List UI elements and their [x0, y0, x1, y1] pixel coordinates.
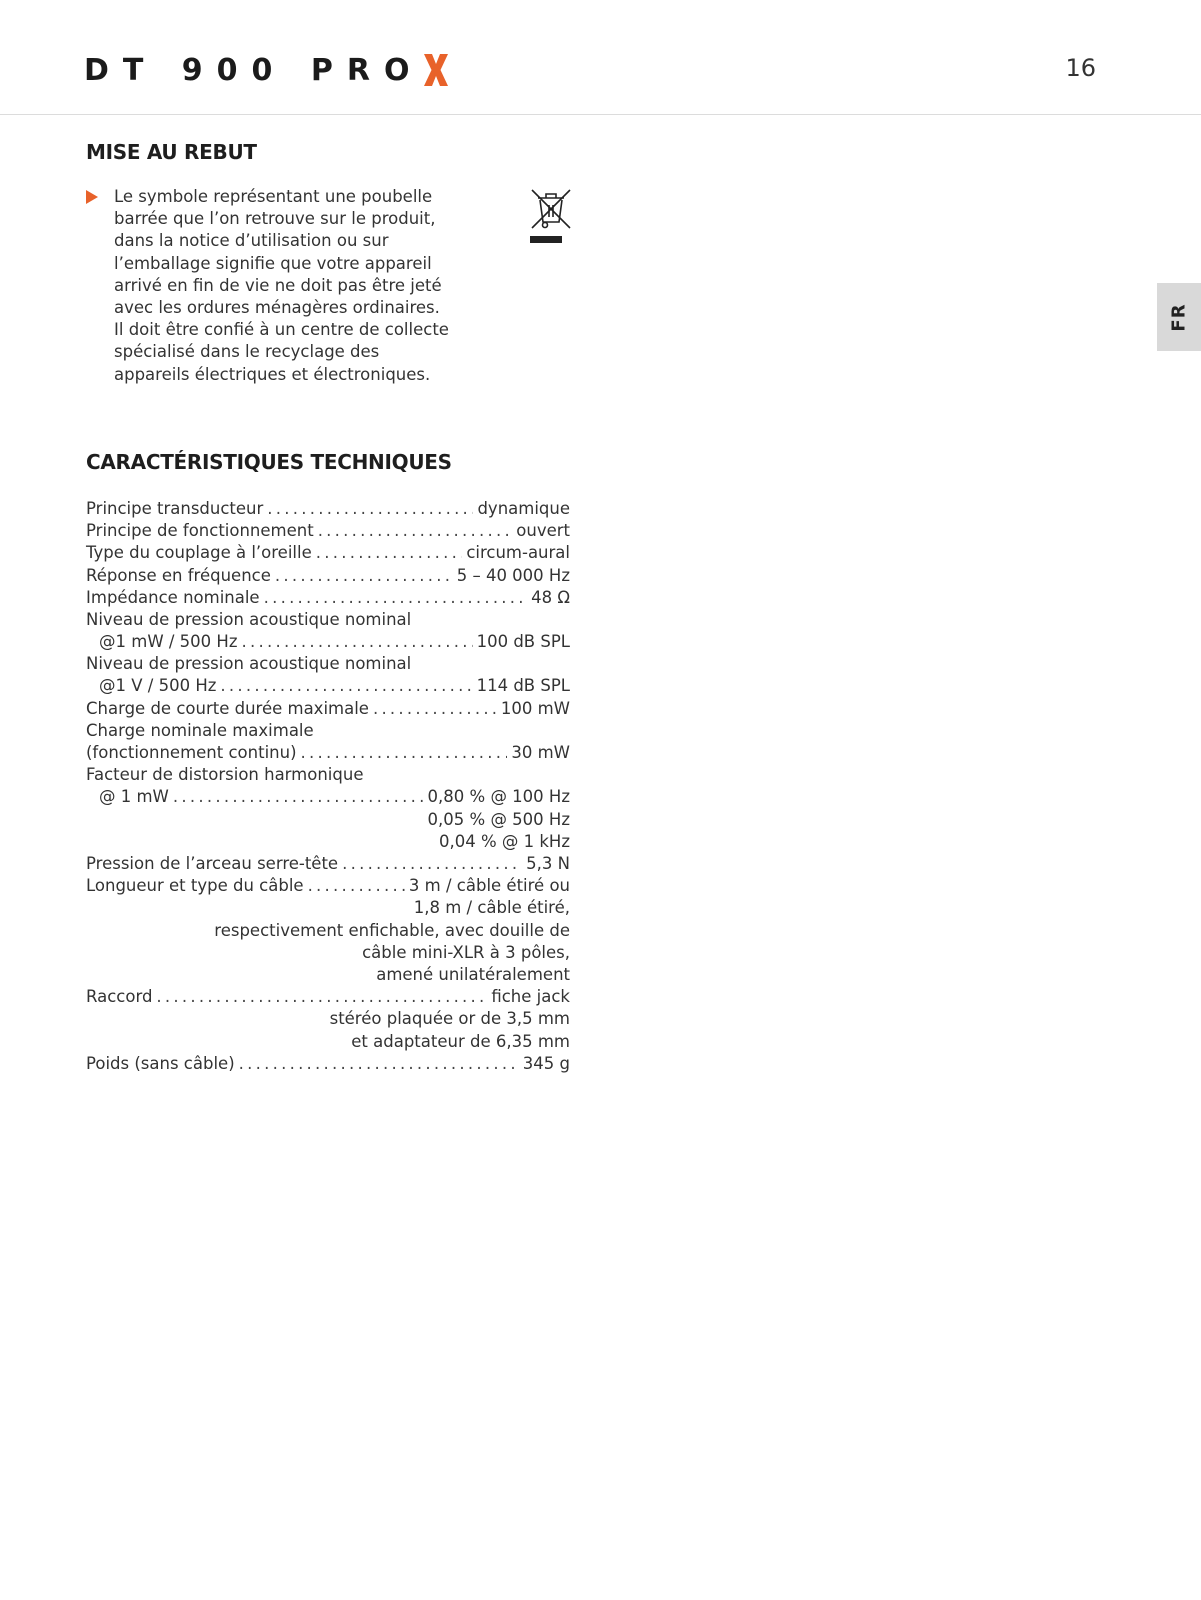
spec-label: Longueur et type du câble — [86, 876, 304, 896]
spec-label: Impédance nominale — [86, 587, 260, 607]
spec-value: 100 mW — [500, 698, 570, 718]
disposal-bullet — [86, 186, 486, 386]
spec-label: @ 1 mW — [99, 787, 169, 807]
spec-row — [86, 565, 570, 587]
spec-leader-dots — [264, 587, 528, 609]
spec-row — [86, 498, 570, 520]
spec-row: 0,04 % @ 1 kHz — [438, 831, 570, 851]
spec-value: 5,3 N — [526, 853, 570, 873]
spec-row — [86, 853, 570, 875]
spec-row: Charge nominale maximale — [86, 720, 314, 740]
disposal-text: Le symbole représentant une poubelle barrée que l’on retrouve sur le produit, dans la notice d’utilisation ou sur l’emballage signifie que votre appareil arrivé en fin de vie ne doit pas être jeté avec les ordures ménagères ordinaires. Il doit être confié à un centre de collecte spécialisé dans le recyclage des appareils électriques et électroniques. — [114, 187, 449, 384]
spec-label: Raccord — [86, 987, 153, 1007]
specs-title: CARACTÉRISTIQUES TECHNIQUES — [86, 450, 452, 474]
page-number: 16 — [1065, 54, 1096, 82]
spec-value: 48 Ω — [531, 587, 570, 607]
spec-leader-dots — [308, 875, 405, 897]
spec-label: @1 V / 500 Hz — [99, 676, 217, 696]
spec-row — [86, 986, 570, 1008]
spec-value: fiche jack — [491, 987, 570, 1007]
spec-value: dynamique — [477, 498, 570, 518]
spec-value: circum-aural — [466, 543, 570, 563]
spec-row: amené unilatéralement — [376, 964, 570, 984]
spec-value: 114 dB SPL — [476, 676, 570, 696]
spec-row: 1,8 m / câble étiré, — [413, 898, 570, 918]
spec-row: 0,05 % @ 500 Hz — [427, 809, 570, 829]
spec-leader-dots — [275, 565, 453, 587]
spec-label: Charge de courte durée maximale — [86, 698, 369, 718]
spec-leader-dots — [220, 675, 472, 697]
spec-row — [86, 676, 570, 698]
spec-leader-dots — [267, 498, 473, 520]
spec-leader-dots — [242, 631, 473, 653]
spec-leader-dots — [373, 698, 497, 720]
crossed-out-wheelie-bin-icon — [530, 188, 572, 246]
spec-label: Poids (sans câble) — [86, 1053, 235, 1073]
logo-x-icon — [421, 53, 451, 87]
brand-logo — [84, 50, 451, 90]
spec-leader-dots — [342, 853, 522, 875]
spec-row — [86, 542, 570, 564]
spec-row — [86, 520, 570, 542]
spec-leader-dots — [239, 1053, 519, 1075]
spec-row: et adaptateur de 6,35 mm — [351, 1031, 570, 1051]
spec-row: stéréo plaquée or de 3,5 mm — [329, 1009, 570, 1029]
spec-leader-dots — [156, 986, 487, 1008]
spec-value: 0,80 % @ 100 Hz — [427, 787, 570, 807]
spec-leader-dots — [318, 520, 513, 542]
page-header — [0, 0, 1201, 115]
spec-row — [86, 1053, 570, 1075]
spec-row — [86, 587, 570, 609]
spec-row — [86, 698, 570, 720]
spec-value: 100 dB SPL — [476, 632, 570, 652]
language-tab-label: FR — [1168, 302, 1190, 332]
spec-row — [86, 631, 570, 653]
spec-label: Pression de l’arceau serre-tête — [86, 853, 339, 873]
spec-row — [86, 875, 570, 897]
spec-leader-dots — [173, 786, 424, 808]
spec-value: ouvert — [516, 521, 570, 541]
spec-value: 30 mW — [511, 743, 570, 763]
spec-label: Principe transducteur — [86, 498, 264, 518]
spec-value: 3 m / câble étiré ou — [408, 876, 570, 896]
spec-value: 345 g — [522, 1053, 570, 1073]
spec-label: Type du couplage à l’oreille — [86, 543, 312, 563]
spec-row: câble mini-XLR à 3 pôles, — [362, 942, 570, 962]
disposal-title: MISE AU REBUT — [86, 140, 257, 164]
spec-label: (fonctionnement continu) — [86, 743, 297, 763]
specs-list — [86, 498, 570, 1075]
spec-row: Niveau de pression acoustique nominal — [86, 609, 412, 629]
spec-row: Facteur de distorsion harmonique — [86, 765, 364, 785]
spec-row: Niveau de pression acoustique nominal — [86, 654, 412, 674]
spec-value: 5 – 40 000 Hz — [456, 565, 570, 585]
spec-label: Réponse en fréquence — [86, 565, 271, 585]
spec-row — [86, 742, 570, 764]
language-tab — [1157, 283, 1201, 351]
spec-row: respectivement enfichable, avec douille de — [214, 920, 570, 940]
spec-label: @1 mW / 500 Hz — [99, 632, 238, 652]
spec-leader-dots — [316, 542, 463, 564]
spec-label: Principe de fonctionnement — [86, 521, 314, 541]
logo-text: DT 900 PRO — [84, 52, 424, 88]
bullet-arrow-icon — [86, 190, 98, 204]
spec-leader-dots — [301, 742, 508, 764]
spec-row — [86, 786, 570, 808]
